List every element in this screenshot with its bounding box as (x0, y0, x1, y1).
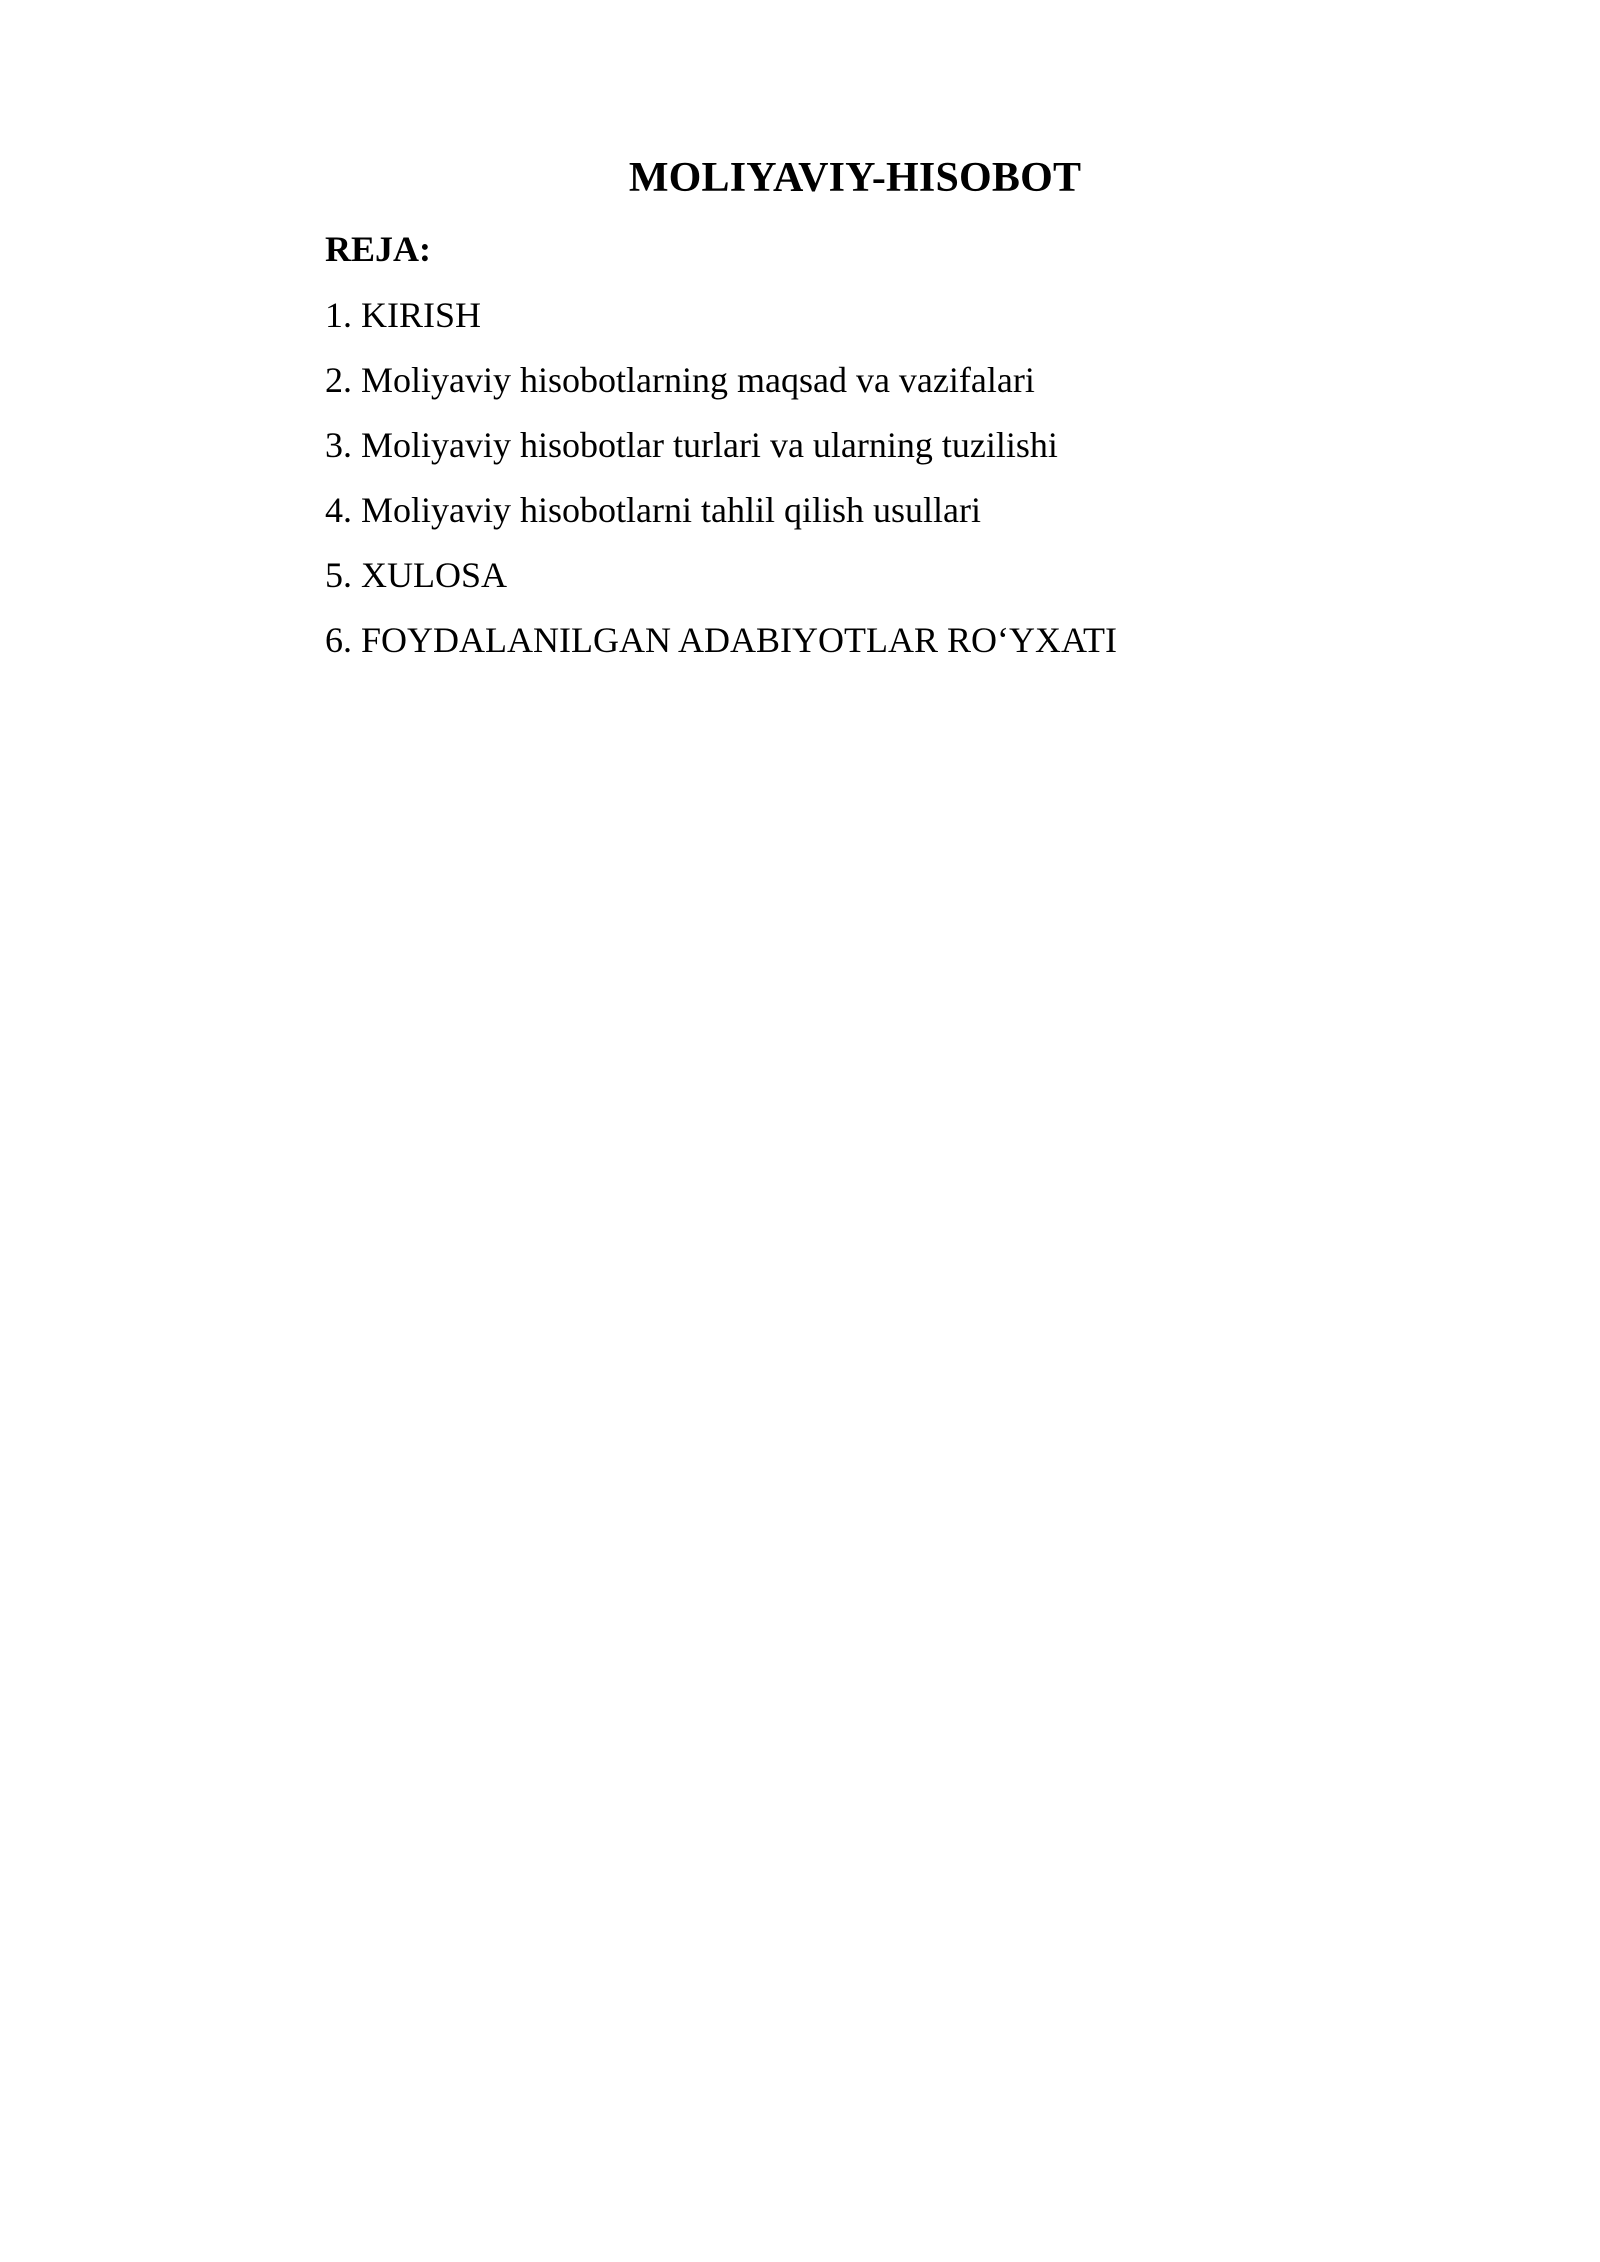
plan-item-types: 3. Moliyaviy hisobotlar turlari va ularning tuzilishi (325, 425, 1058, 465)
plan-heading: REJA: (325, 229, 431, 269)
plan-item-goals: 2. Moliyaviy hisobotlarning maqsad va vazifalari (325, 360, 1035, 400)
plan-item-analysis-methods: 4. Moliyaviy hisobotlarni tahlil qilish usullari (325, 490, 981, 530)
plan-item-conclusion: 5. XULOSA (325, 555, 508, 595)
document-content (325, 224, 1425, 680)
plan-list (325, 290, 1425, 680)
plan-item-introduction: 1. KIRISH (325, 295, 482, 335)
document-title: MOLIYAVIY-HISOBOT (628, 155, 1082, 201)
plan-item-references: 6. FOYDALANILGAN ADABIYOTLAR RO‘YXATI (325, 620, 1117, 660)
